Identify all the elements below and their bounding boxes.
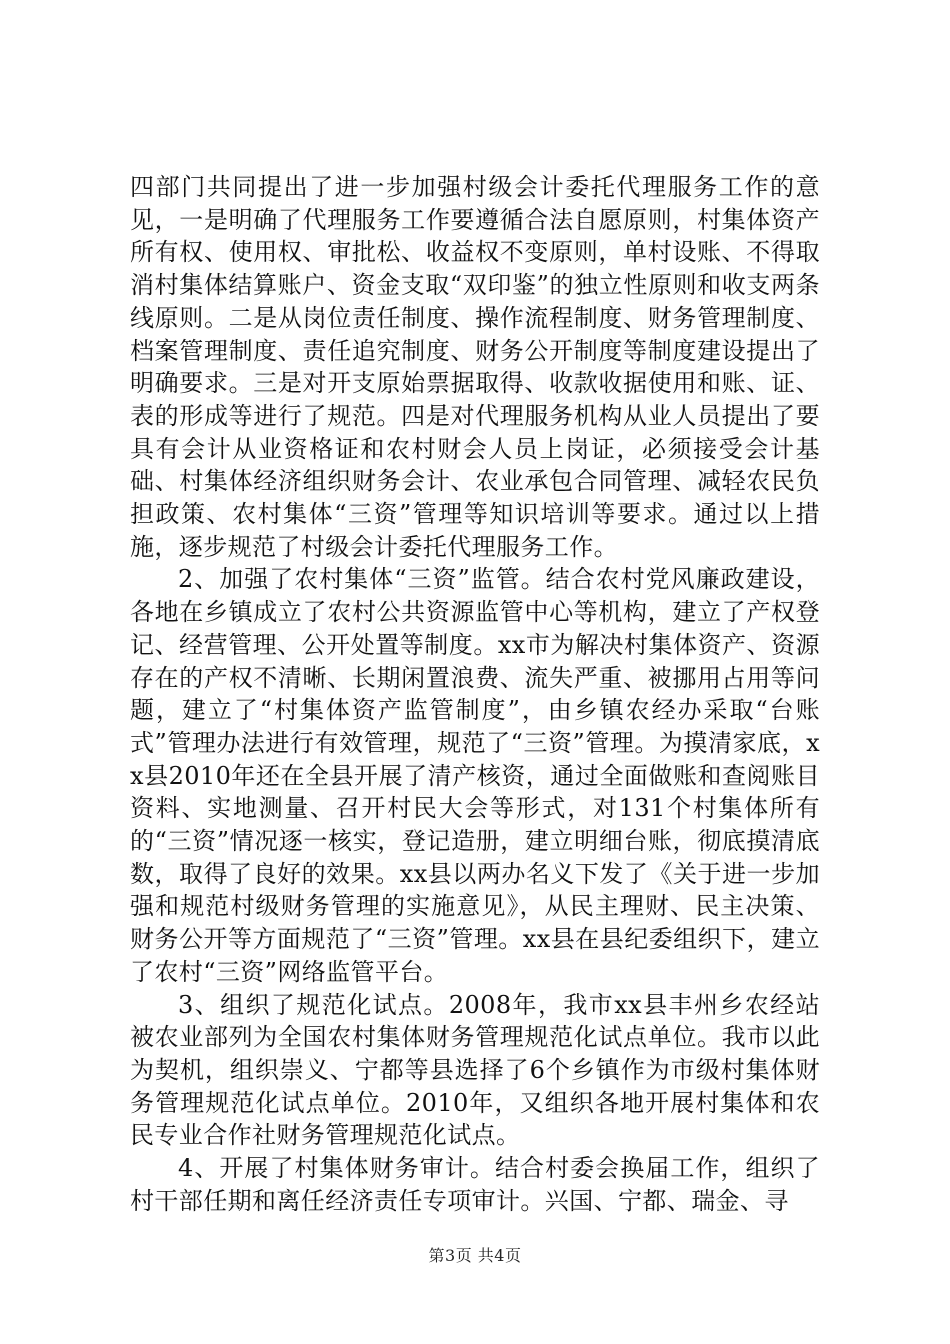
paragraph-1: 四部门共同提出了进一步加强村级会计委托代理服务工作的意见，一是明确了代理服务工作要遵循合法自愿原则，村集体资产所有权、使用权、审批松、收益权不变原则，单村设账、不得取消村集体结算账户、资金支取“双印鉴”的独立性原则和收支两条线原则。二是从岗位责任制度、操作流程制度、财务管理制度、档案管理制度、责任追究制度、财务公开制度等制度建设提出了明确要求。三是对开支原始票据取得、收款收据使用和账、证、表的形成等进行了规范。四是对代理服务机构从业人员提出了要具有会计从业资格证和农村财会人员上岗证，必须接受会计基础、村集体经济组织财务会计、农业承包合同管理、减轻农民负担政策、农村集体“三资”管理等知识培训等要求。通过以上措施，逐步规范了村级会计委托代理服务工作。 bbox=[130, 173, 820, 561]
paragraph-4: 4、开展了村集体财务审计。结合村委会换届工作，组织了村干部任期和离任经济责任专项审计。兴国、宁都、瑞金、寻 bbox=[130, 1154, 820, 1215]
paragraph-2: 2、加强了农村集体“三资”监管。结合农村党风廉政建设，各地在乡镇成立了农村公共资源监管中心等机构，建立了产权登记、经营管理、公开处置等制度。xx市为解决村集体资产、资源存在的产权不清晰、长期闲置浪费、流失严重、被挪用占用等问题，建立了“村集体资产监管制度”，由乡镇农经办采取“台账式”管理办法进行有效管理，规范了“三资”管理。为摸清家底，xx县2010年还在全县开展了清产核资，通过全面做账和查阅账目资料、实地测量、召开村民大会等形式，对131个村集体所有的“三资”情况逐一核实，登记造册，建立明细台账，彻底摸清底数，取得了良好的效果。xx县以两办名义下发了《关于进一步加强和规范村级财务管理的实施意见》，从民主理财、民主决策、财务公开等方面规范了“三资”管理。xx县在县纪委组织下，建立了农村“三资”网络监管平台。 bbox=[130, 565, 820, 986]
page-number-footer: 第3页 共4页 bbox=[428, 1246, 522, 1265]
paragraph-3: 3、组织了规范化试点。2008年，我市xx县丰州乡农经站被农业部列为全国农村集体财务管理规范化试点单位。我市以此为契机，组织崇义、宁都等县选择了6个乡镇作为市级村集体财务管理规范化试点单位。2010年，又组织各地开展村集体和农民专业合作社财务管理规范化试点。 bbox=[130, 990, 820, 1150]
document-body bbox=[130, 171, 820, 1218]
